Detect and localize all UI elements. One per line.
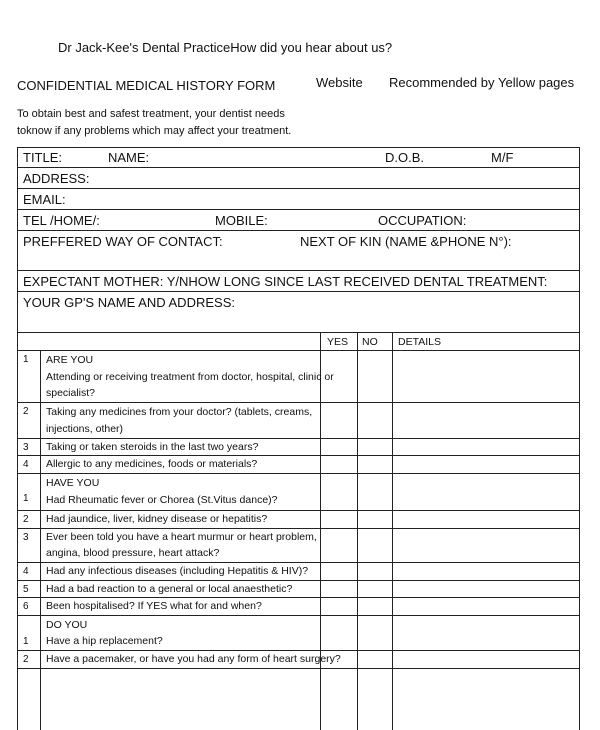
occupation-field-label[interactable]: OCCUPATION: <box>378 213 467 228</box>
row-number: 1 <box>23 354 29 365</box>
question-text: Had jaundice, liver, kidney disease or hepatitis? <box>46 513 268 525</box>
question-text: injections, other) <box>46 423 124 435</box>
question-group-are-you: ARE YOU <box>46 354 94 366</box>
dob-field-label[interactable]: D.O.B. <box>385 150 425 165</box>
intro-line-2: toknow if any problems which may affect your treatment. <box>17 125 292 137</box>
question-text: angina, blood pressure, heart attack? <box>46 547 220 559</box>
question-text: Been hospitalised? If YES what for and when? <box>46 600 262 612</box>
gp-name-address-label[interactable]: YOUR GP'S NAME AND ADDRESS: <box>23 295 235 310</box>
question-text: specialist? <box>46 387 96 399</box>
question-text: Had a bad reaction to a general or local anaesthetic? <box>46 583 293 595</box>
mobile-field-label[interactable]: MOBILE: <box>215 213 268 228</box>
question-group-do-you: DO YOU <box>46 619 88 631</box>
option-yellow-pages[interactable]: Yellow pages <box>498 75 575 90</box>
details-column-header: DETAILS <box>398 336 441 348</box>
practice-heading <box>58 40 392 55</box>
name-field-label[interactable]: NAME: <box>108 150 150 165</box>
row-number: 1 <box>23 493 29 504</box>
form-title: CONFIDENTIAL MEDICAL HISTORY FORM <box>17 78 276 93</box>
sex-field-label[interactable]: M/F <box>491 150 514 165</box>
question-text: Have a hip replacement? <box>46 635 163 647</box>
question-text: Ever been told you have a heart murmur or heart problem, <box>46 531 317 543</box>
question-text: Had Rheumatic fever or Chorea (St.Vitus dance)? <box>46 494 278 506</box>
email-field-label[interactable]: EMAIL: <box>23 192 66 207</box>
tel-home-field-label[interactable]: TEL /HOME/: <box>23 213 100 228</box>
row-number: 4 <box>23 566 29 577</box>
practice-name: Dr Jack-Kee's Dental Practice <box>58 40 231 55</box>
title-field-label[interactable]: TITLE: <box>23 150 63 165</box>
hear-question: How did you hear about us? <box>230 40 393 55</box>
row-number: 1 <box>23 636 29 647</box>
row-number: 3 <box>23 442 29 453</box>
contact-preference-label[interactable]: PREFFERED WAY OF CONTACT: <box>23 234 223 249</box>
row-number: 2 <box>23 514 29 525</box>
option-website[interactable]: Website <box>316 75 363 90</box>
row-number: 5 <box>23 584 29 595</box>
question-text: Allergic to any medicines, foods or materials? <box>46 458 258 470</box>
question-text: Taking any medicines from your doctor? (tablets, creams, <box>46 406 313 418</box>
question-group-have-you: HAVE YOU <box>46 477 100 489</box>
question-text: Had any infectious diseases (including Hepatitis & HIV)? <box>46 565 309 577</box>
option-recommended[interactable]: Recommended by <box>389 75 495 90</box>
row-number: 2 <box>23 654 29 665</box>
row-number: 3 <box>23 532 29 543</box>
intro-line-1: To obtain best and safest treatment, your dentist needs <box>17 108 285 120</box>
row-number: 6 <box>23 601 29 612</box>
next-of-kin-label[interactable]: NEXT OF KIN (NAME &PHONE N°): <box>300 234 512 249</box>
question-text: Have a pacemaker, or have you had any form of heart surgery? <box>46 653 341 665</box>
no-column-header: NO <box>362 336 378 348</box>
address-field-label[interactable]: ADDRESS: <box>23 171 90 186</box>
question-text: Attending or receiving treatment from doctor, hospital, clinic or <box>46 371 334 383</box>
row-number: 4 <box>23 459 29 470</box>
row-number: 2 <box>23 406 29 417</box>
yes-column-header: YES <box>327 336 349 348</box>
question-text: Taking or taken steroids in the last two years? <box>46 441 259 453</box>
expectant-mother-label[interactable]: EXPECTANT MOTHER: Y/NHOW LONG SINCE LAST RECEIVED DENTAL TREATMENT: <box>23 274 548 289</box>
